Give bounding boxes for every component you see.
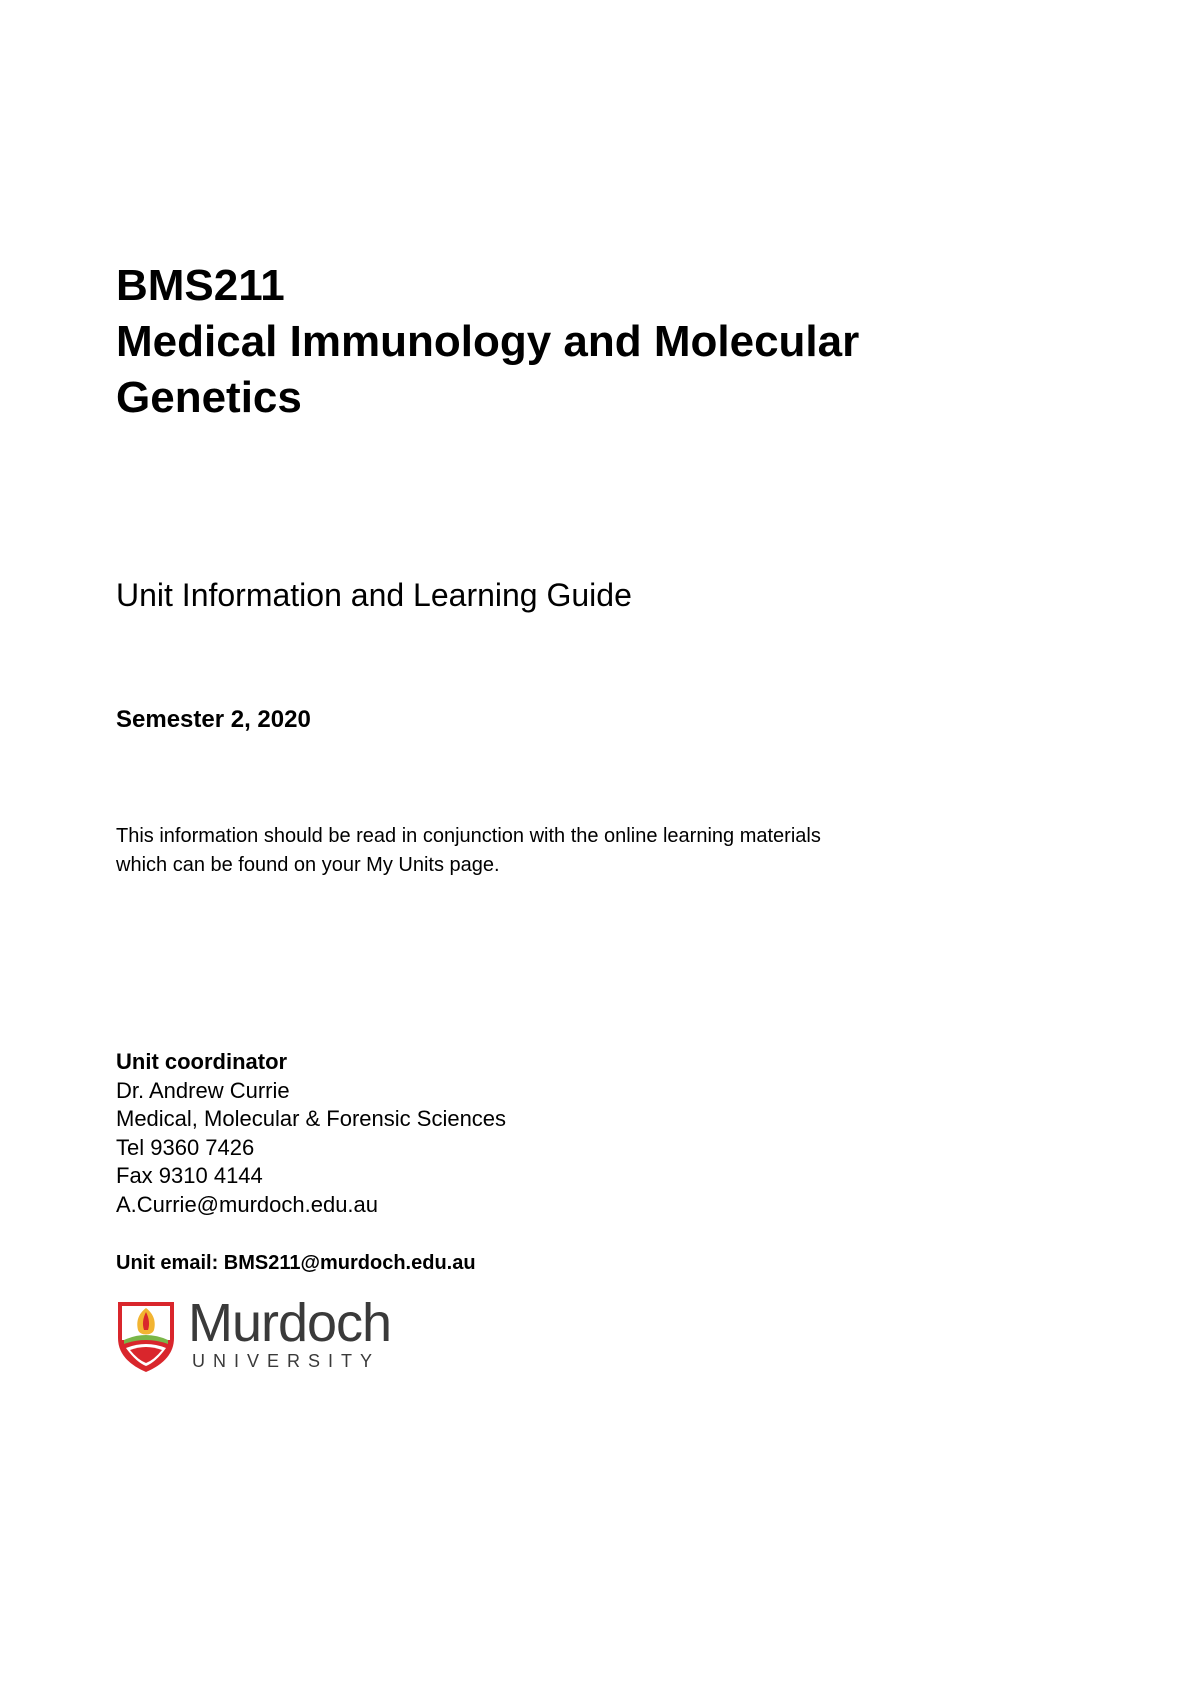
logo-wordmark: Murdoch: [188, 1293, 392, 1353]
reading-notice: [116, 822, 1016, 880]
coordinator-department: Medical, Molecular & Forensic Sciences: [116, 1106, 507, 1131]
unit-coordinator-block: [116, 1048, 506, 1219]
unit-title-line-2: Genetics: [116, 373, 302, 422]
unit-title-line-1: Medical Immunology and Molecular: [116, 317, 860, 366]
coordinator-name: Dr. Andrew Currie: [116, 1077, 290, 1103]
coordinator-heading: Unit coordinator: [116, 1049, 288, 1074]
coordinator-tel: Tel 9360 7426: [116, 1134, 255, 1160]
coordinator-email: A.Currie@murdoch.edu.au: [116, 1191, 379, 1217]
semester-label: Semester 2, 2020: [116, 706, 311, 733]
murdoch-logo: [116, 1293, 416, 1380]
unit-email: Unit email: BMS211@murdoch.edu.au: [116, 1252, 476, 1274]
document-subtitle: Unit Information and Learning Guide: [116, 577, 632, 613]
notice-line-1: This information should be read in conjunction with the online learning materials: [116, 825, 821, 847]
coordinator-fax: Fax 9310 4144: [116, 1163, 263, 1188]
murdoch-crest-icon: [116, 1300, 176, 1374]
document-title: [116, 258, 1016, 426]
logo-subtitle: UNIVERSITY: [192, 1351, 381, 1371]
unit-code: BMS211: [116, 261, 285, 310]
notice-line-2: which can be found on your My Units page.: [116, 854, 500, 876]
